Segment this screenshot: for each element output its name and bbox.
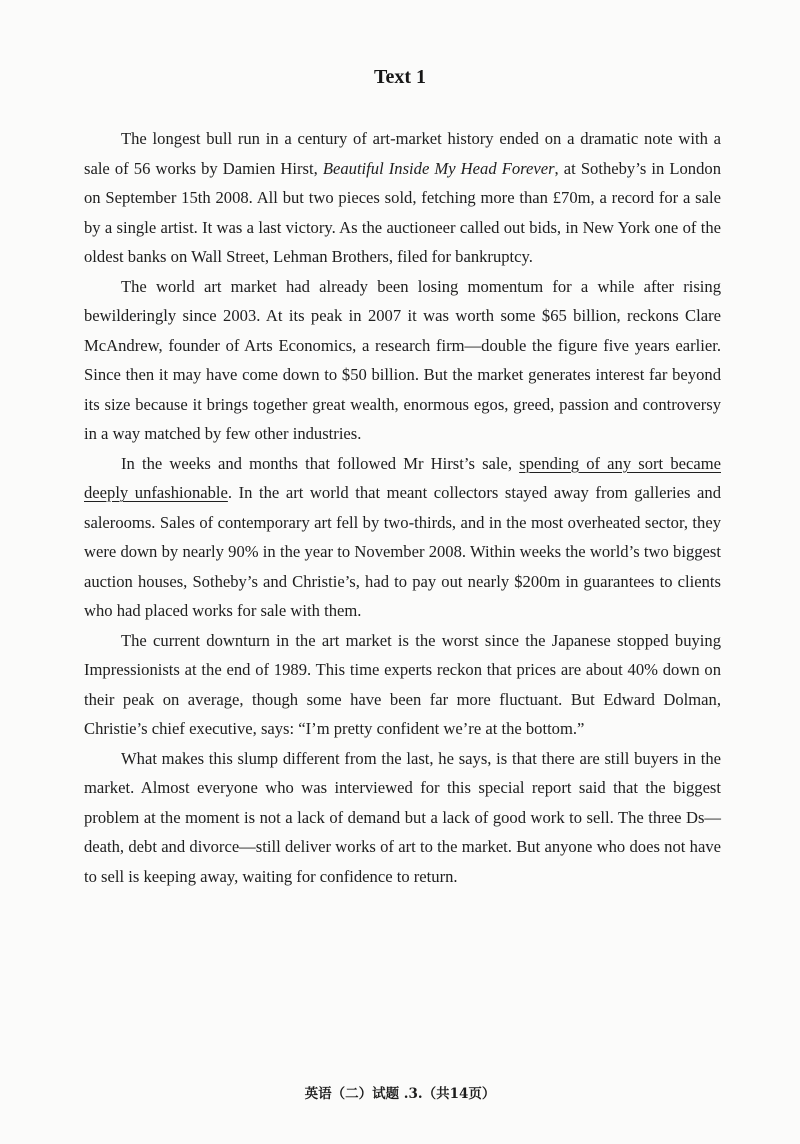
paragraph-3-text-a: In the weeks and months that followed Mr Hirst’s sale, [121, 453, 520, 473]
paragraph-4: The current downturn in the art market is the worst since the Japanese stopped buying Impressionists at the end of 1989. This time experts reckon that prices are about 40% down on their peak on average, though some have been far more fluctuant. But Edward Dolman, Christie’s chief executive, says: “I’m pretty confident we’re at the bottom.” [84, 630, 721, 738]
underlined-phrase: spending of any sort became deeply unfashionable [84, 453, 721, 502]
page-title: Text 1 [373, 66, 427, 88]
article-body [84, 124, 721, 891]
paragraph-3 [84, 449, 721, 626]
paragraph-3-text-b: . In the art world that meant collectors stayed away from galleries and salerooms. Sales of contemporary art fell by two-thirds, and in the most overheated sector, they were down by nearly 90% in the year to November 2008. Within weeks the world’s two biggest auction houses, Sotheby’s and Christie’s, had to pay out nearly $200m in guarantees to clients who had placed works for sale with them. [84, 483, 721, 620]
page-footer: 英语（二）试题 .3.（共14页） [304, 1086, 496, 1102]
paragraph-2: The world art market had already been losing momentum for a while after rising bewilderingly since 2003. At its peak in 2007 it was worth some $65 billion, reckons Clare McAndrew, founder of Arts Economics, a research firm—double the figure five years earlier. Since then it may have come down to $50 billion. But the market generates interest far beyond its size because it brings together great wealth, enormous egos, greed, passion and controversy in a way matched by few other industries. [84, 276, 721, 443]
paragraph-1-text-b: , at Sotheby’s in London on September 15th 2008. All but two pieces sold, fetching more than £70m, a record for a sale by a single artist. It was a last victory. As the auctioneer called out bids, in New York one of the oldest banks on Wall Street, Lehman Brothers, filed for bankruptcy. [84, 158, 721, 266]
paragraph-1-text-a: The longest bull run in a century of art-market history ended on a dramatic note with a sale of 56 works by Damien Hirst, [84, 129, 721, 178]
artwork-title: Beautiful Inside My Head Forever [322, 158, 555, 178]
paragraph-5: What makes this slump different from the last, he says, is that there are still buyers in the market. Almost everyone who was interviewed for this special report said that the biggest problem at the moment is not a lack of demand but a lack of good work to sell. The three Ds—death, debt and divorce—still deliver works of art to the market. But anyone who does not have to sell is keeping away, waiting for confidence to return. [84, 748, 721, 886]
paragraph-1 [84, 124, 721, 272]
